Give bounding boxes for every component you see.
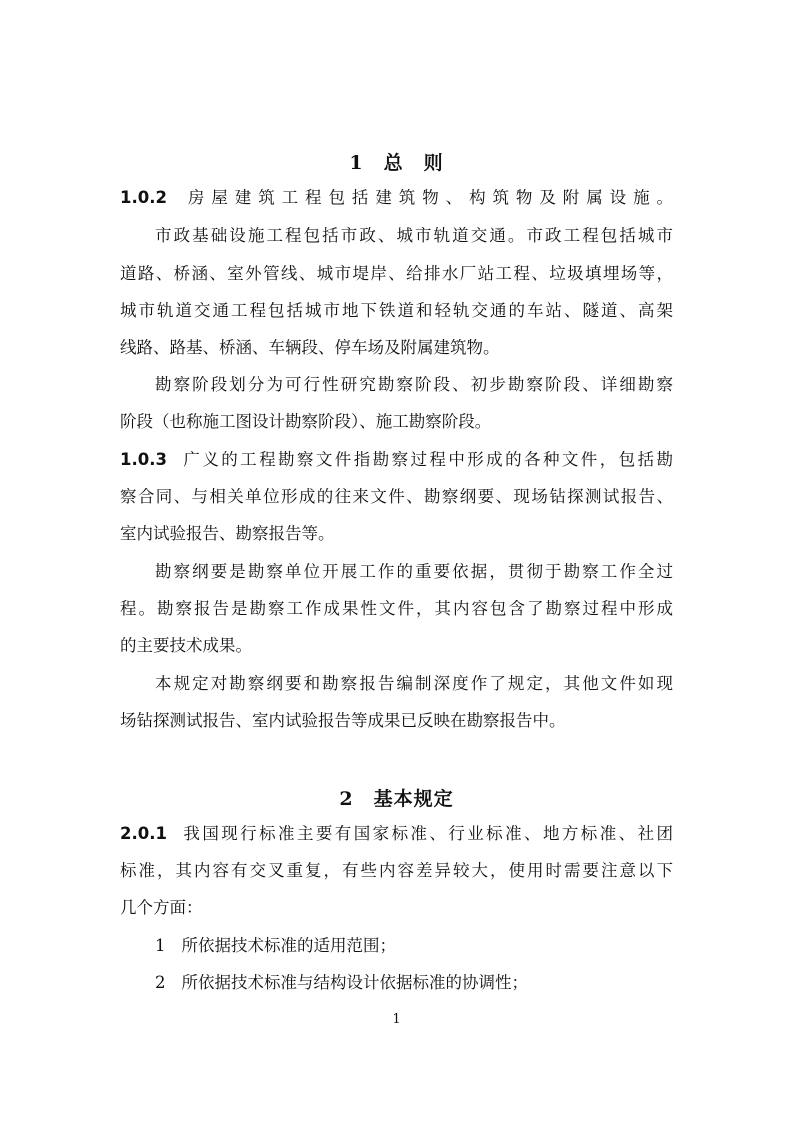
paragraph-line: 勘察阶段划分为可行性研究勘察阶段、初步勘察阶段、详细勘察 <box>155 375 673 394</box>
paragraph-line: 标准，其内容有交叉重复，有些内容差异较大，使用时需要注意以下 <box>120 861 673 880</box>
paragraph-line: 的主要技术成果。 <box>120 636 252 655</box>
clause-1-0-3-line-1 <box>120 448 673 472</box>
clause-text: 我国现行标准主要有国家标准、行业标准、地方标准、社团 <box>180 824 673 843</box>
clause-number: 1.0.2 <box>120 188 167 207</box>
list-item <box>155 934 673 958</box>
chapter-1-title: 1 总 则 <box>349 152 444 174</box>
list-item-text: 所依据技术标准的适用范围； <box>181 936 396 955</box>
list-item <box>155 971 673 995</box>
paragraph-line: 道路、桥涵、室外管线、城市堤岸、给排水厂站工程、垃圾填埋场等， <box>120 264 673 283</box>
chapter-2-title: 2 基本规定 <box>339 788 454 810</box>
clause-number: 2.0.1 <box>120 824 167 843</box>
paragraph-line: 本规定对勘察纲要和勘察报告编制深度作了规定，其他文件如现 <box>155 674 673 693</box>
paragraph-line: 阶段（也称施工图设计勘察阶段）、施工勘察阶段。 <box>120 412 492 431</box>
list-item-number: 2 <box>155 973 166 992</box>
clause-2-0-1-line-1 <box>120 822 673 846</box>
paragraph-line: 市政基础设施工程包括市政、城市轨道交通。市政工程包括城市 <box>155 226 673 245</box>
paragraph-line: 几个方面： <box>120 898 203 917</box>
page-number: 1 <box>392 1012 401 1027</box>
clause-text: 广义的工程勘察文件指勘察过程中形成的各种文件，包括勘 <box>180 450 673 469</box>
clause-text: 房屋建筑工程包括建筑物、构筑物及附属设施。 <box>180 188 673 207</box>
paragraph-line: 场钻探测试报告、室内试验报告等成果已反映在勘察报告中。 <box>120 711 566 730</box>
paragraph-line: 室内试验报告、勘察报告等。 <box>120 524 335 543</box>
paragraph-line: 勘察纲要是勘察单位开展工作的重要依据，贯彻于勘察工作全过 <box>155 562 673 581</box>
paragraph-line: 程。勘察报告是勘察工作成果性文件，其内容包含了勘察过程中形成 <box>120 599 673 618</box>
paragraph-line: 察合同、与相关单位形成的往来文件、勘察纲要、现场钻探测试报告、 <box>120 487 673 506</box>
clause-1-0-2-line-1 <box>120 186 673 210</box>
list-item-number: 1 <box>155 936 166 955</box>
clause-number: 1.0.3 <box>120 450 167 469</box>
paragraph-line: 城市轨道交通工程包括城市地下铁道和轻轨交通的车站、隧道、高架 <box>120 301 673 320</box>
paragraph-line: 线路、路基、桥涵、车辆段、停车场及附属建筑物。 <box>120 338 500 357</box>
list-item-text: 所依据技术标准与结构设计依据标准的协调性； <box>181 973 528 992</box>
